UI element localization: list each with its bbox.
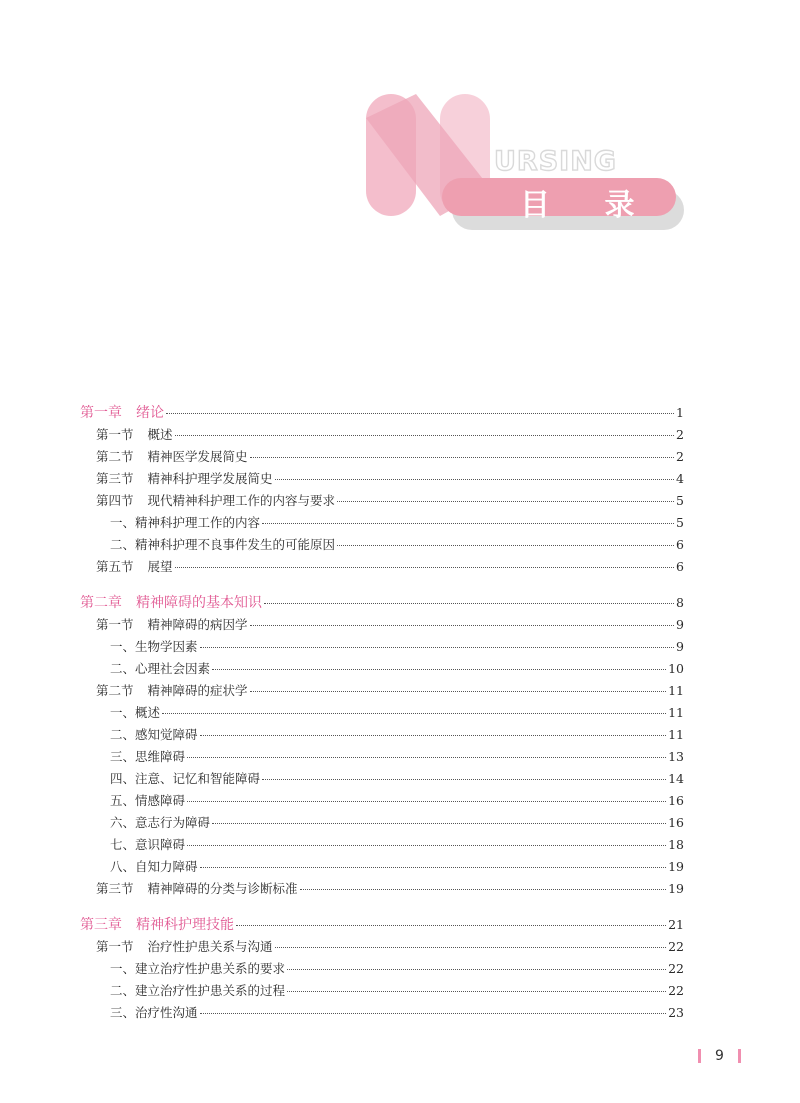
toc-title: 二、感知觉障碍	[110, 727, 198, 742]
page-footer	[698, 1046, 741, 1066]
toc-page-number: 2	[676, 427, 684, 442]
toc-page-number: 14	[668, 771, 684, 786]
toc-page-number: 2	[676, 449, 684, 464]
toc-page-number: 22	[668, 983, 684, 998]
toc-leader-dots	[250, 691, 667, 692]
toc-page-number: 9	[676, 639, 684, 654]
nursing-logo	[360, 88, 700, 238]
toc-number: 第一节	[96, 617, 134, 632]
toc-item[interactable]	[80, 980, 684, 1002]
toc-title: 精神障碍的病因学	[147, 617, 248, 632]
toc-title: 精神障碍的症状学	[147, 683, 248, 698]
toc-leader-dots	[200, 735, 667, 736]
toc-title: 精神科护理技能	[136, 917, 234, 933]
toc-leader-dots	[200, 1013, 667, 1014]
toc-chapter[interactable]	[80, 914, 684, 936]
toc-chapter[interactable]	[80, 592, 684, 614]
toc-item[interactable]	[80, 534, 684, 556]
toc-page-number: 19	[668, 881, 684, 896]
toc-leader-dots	[187, 845, 666, 846]
toc-number: 第一节	[96, 939, 134, 954]
toc-leader-dots	[337, 545, 674, 546]
toc-page-number: 10	[668, 661, 684, 676]
toc-item[interactable]	[80, 856, 684, 878]
toc-section[interactable]	[80, 446, 684, 468]
toc-leader-dots	[287, 969, 666, 970]
toc-page-number: 21	[668, 917, 684, 932]
toc-title: 展望	[147, 559, 173, 574]
toc-leader-dots	[175, 567, 675, 568]
page-number: 9	[715, 1048, 724, 1064]
toc-leader-dots	[300, 889, 667, 890]
toc-number: 第三节	[96, 471, 134, 486]
toc-title: 概述	[147, 427, 173, 442]
toc-number: 第一节	[96, 427, 134, 442]
toc-page-number: 22	[668, 939, 684, 954]
toc-page-number: 19	[668, 859, 684, 874]
toc-title: 精神障碍的分类与诊断标准	[147, 881, 298, 896]
toc-section[interactable]	[80, 878, 684, 900]
toc-leader-dots	[212, 669, 666, 670]
toc-leader-dots	[200, 867, 667, 868]
toc-page-number: 11	[668, 727, 684, 742]
toc-item[interactable]	[80, 636, 684, 658]
toc-number: 第二章	[80, 595, 122, 611]
toc-page-number: 23	[668, 1005, 684, 1020]
toc-section[interactable]	[80, 490, 684, 512]
toc-section[interactable]	[80, 614, 684, 636]
toc-page-number: 22	[668, 961, 684, 976]
toc-title: 二、建立治疗性护患关系的过程	[110, 983, 286, 998]
toc-number: 第三节	[96, 881, 134, 896]
toc-title: 七、意识障碍	[110, 837, 186, 852]
logo-word: URSING	[494, 146, 617, 177]
toc-number: 第三章	[80, 917, 122, 933]
toc-title: 绪论	[136, 405, 164, 421]
toc-leader-dots	[264, 603, 674, 604]
toc-page-number: 16	[668, 793, 684, 808]
toc-title: 八、自知力障碍	[110, 859, 198, 874]
toc-leader-dots	[287, 991, 666, 992]
toc-number: 第一章	[80, 405, 122, 421]
toc-title: 一、精神科护理工作的内容	[110, 515, 261, 530]
toc-chapter[interactable]	[80, 402, 684, 424]
toc-item[interactable]	[80, 702, 684, 724]
toc-page-number: 6	[676, 559, 684, 574]
toc-leader-dots	[275, 947, 667, 948]
toc-title: 治疗性护患关系与沟通	[147, 939, 273, 954]
toc-title: 现代精神科护理工作的内容与要求	[147, 493, 336, 508]
toc-section[interactable]	[80, 556, 684, 578]
toc-leader-dots	[166, 413, 674, 414]
toc-page-number: 6	[676, 537, 684, 552]
toc-item[interactable]	[80, 724, 684, 746]
toc-title: 一、建立治疗性护患关系的要求	[110, 961, 286, 976]
toc-page-number: 9	[676, 617, 684, 632]
toc-leader-dots	[162, 713, 666, 714]
toc-page-number: 5	[676, 493, 684, 508]
toc-page-number: 16	[668, 815, 684, 830]
toc-leader-dots	[262, 779, 666, 780]
toc-section[interactable]	[80, 468, 684, 490]
toc-page-number: 11	[668, 705, 684, 720]
footer-bar-left	[698, 1049, 701, 1063]
toc-page-number: 4	[676, 471, 684, 486]
toc-title: 五、情感障碍	[110, 793, 186, 808]
table-of-contents	[80, 402, 684, 1024]
toc-title: 一、概述	[110, 705, 161, 720]
toc-item[interactable]	[80, 1002, 684, 1024]
toc-number: 第五节	[96, 559, 134, 574]
toc-title: 二、精神科护理不良事件发生的可能原因	[110, 537, 336, 552]
toc-title: 一、生物学因素	[110, 639, 198, 654]
toc-title: 二、心理社会因素	[110, 661, 211, 676]
toc-title: 三、思维障碍	[110, 749, 186, 764]
toc-number: 第二节	[96, 683, 134, 698]
toc-leader-dots	[200, 647, 675, 648]
toc-item[interactable]	[80, 958, 684, 980]
toc-item[interactable]	[80, 812, 684, 834]
toc-item[interactable]	[80, 658, 684, 680]
toc-page-number: 5	[676, 515, 684, 530]
page-title: 目 录	[520, 188, 657, 223]
toc-leader-dots	[187, 801, 666, 802]
toc-item[interactable]	[80, 790, 684, 812]
toc-leader-dots	[250, 457, 675, 458]
toc-leader-dots	[236, 925, 666, 926]
toc-title: 精神科护理学发展简史	[147, 471, 273, 486]
toc-section[interactable]	[80, 936, 684, 958]
toc-leader-dots	[212, 823, 666, 824]
toc-number: 第二节	[96, 449, 134, 464]
toc-number: 第四节	[96, 493, 134, 508]
toc-title: 四、注意、记忆和智能障碍	[110, 771, 261, 786]
toc-page-number: 11	[668, 683, 684, 698]
toc-title: 六、意志行为障碍	[110, 815, 211, 830]
toc-page-number: 13	[668, 749, 684, 764]
toc-title: 三、治疗性沟通	[110, 1005, 198, 1020]
toc-leader-dots	[250, 625, 675, 626]
toc-title: 精神医学发展简史	[147, 449, 248, 464]
toc-leader-dots	[187, 757, 666, 758]
toc-item[interactable]	[80, 512, 684, 534]
toc-page-number: 1	[676, 405, 684, 420]
toc-item[interactable]	[80, 834, 684, 856]
toc-item[interactable]	[80, 768, 684, 790]
toc-page-number: 8	[676, 595, 684, 610]
toc-section[interactable]	[80, 680, 684, 702]
toc-title: 精神障碍的基本知识	[136, 595, 262, 611]
toc-page-number: 18	[668, 837, 684, 852]
toc-leader-dots	[337, 501, 674, 502]
toc-leader-dots	[262, 523, 674, 524]
toc-section[interactable]	[80, 424, 684, 446]
toc-item[interactable]	[80, 746, 684, 768]
footer-bar-right	[738, 1049, 741, 1063]
toc-leader-dots	[275, 479, 675, 480]
toc-leader-dots	[175, 435, 675, 436]
